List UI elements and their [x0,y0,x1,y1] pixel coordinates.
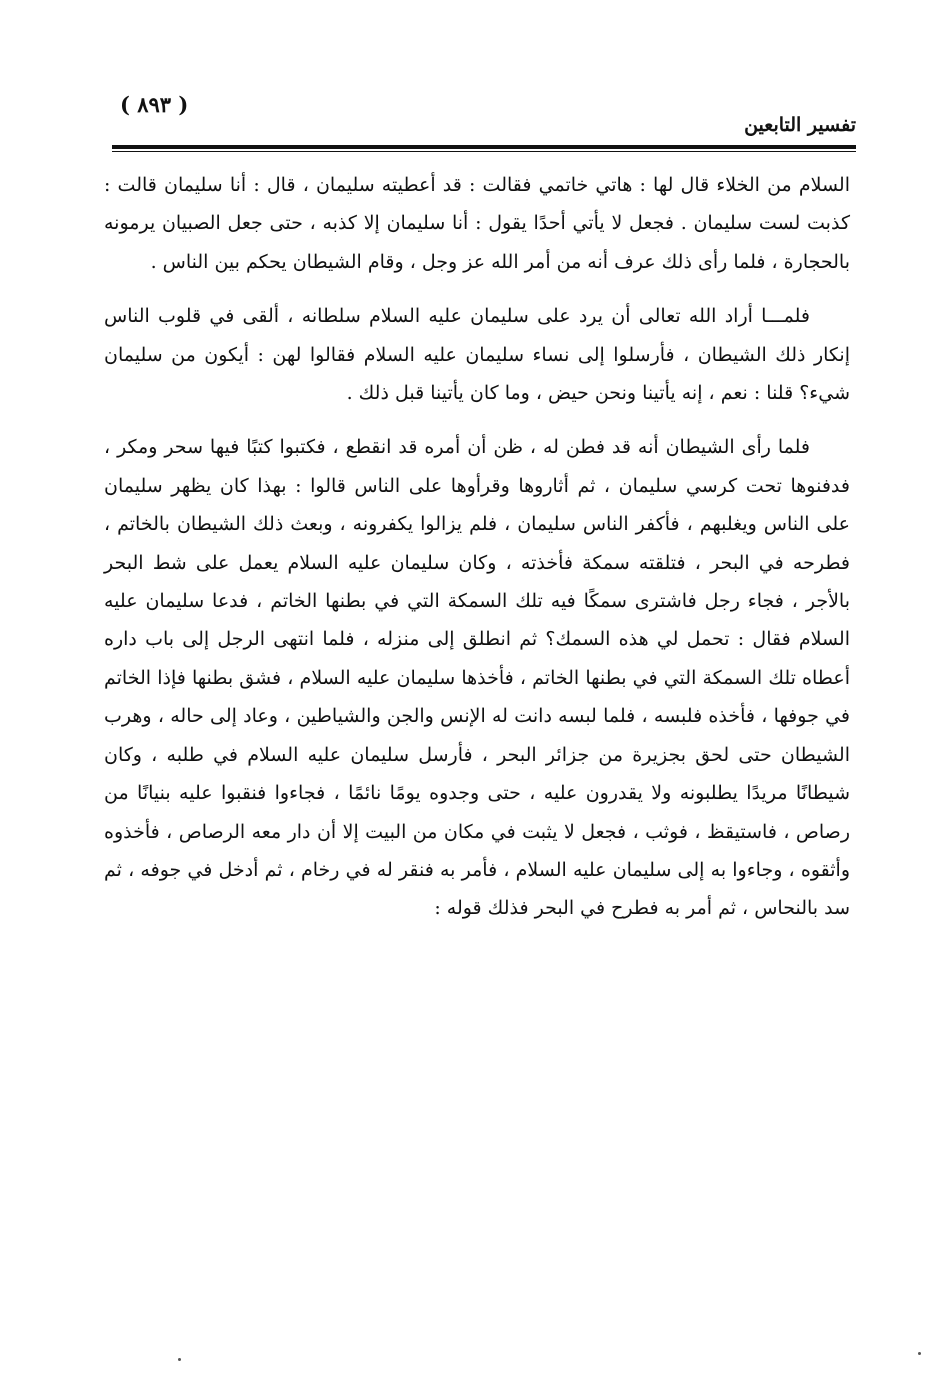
scan-speck [178,1358,181,1361]
paragraph-3: فلما رأى الشيطان أنه قد فطن له ، ظن أن أمره قد انقطع ، فكتبوا كتبًا فيها سحر ومكر ، فدفنوها تحت كرسي سليمان ، ثم أثاروها وقرأوها على الناس قالوا : بهذا كان يظهر سليمان على الناس ويغلبهم ، فأكفر الناس سليمان ، فلم يزالوا يكفرونه ، وبعث ذلك الشيطان بالخاتم ، فطرحه في البحر ، فتلقته سمكة فأخذته ، وكان سليمان عليه السلام يعمل على شط البحر بالأجر ، فجاء رجل فاشترى سمكًا فيه تلك السمكة التي في بطنها الخاتم ، فدعا سليمان عليه السلام فقال : تحمل لي هذه السمك؟ ثم انطلق إلى منزله ، فلما انتهى الرجل إلى باب داره أعطاه تلك السمكة التي في بطنها الخاتم ، فأخذها سليمان عليه السلام ، فشق بطنها فإذا الخاتم في جوفها ، فأخذه فلبسه ، فلما لبسه دانت له الإنس والجن والشياطين ، وعاد إلى حاله ، وهرب الشيطان حتى لحق بجزيرة من جزائر البحر ، فأرسل سليمان عليه السلام في طلبه ، وكان شيطانًا مريدًا يطلبونه ولا يقدرون عليه ، حتى وجدوه يومًا نائمًا ، فجاءوا فنقبوا عليه بنيانًا من رصاص ، فاستيقظ ، فوثب ، فجعل لا يثبت في مكان من البيت إلا أن دار معه الرصاص ، فأخذوه وأثقوه ، وجاءوا به إلى سليمان عليه السلام ، فأمر به فنقر له في رخام ، ثم أدخل في جوفه ، ثم سد بالنحاس ، ثم أمر به فطرح في البحر فذلك قوله : [104,436,850,920]
paragraph-2: فلمـــا أراد الله تعالى أن يرد على سليمان عليه السلام سلطانه ، ألقى في قلوب الناس إنكار ذلك الشيطان ، فأرسلوا إلى نساء سليمان عليه السلام فقالوا لهن : أيكون من سليمان شيء؟ قلنا : نعم ، إنه يأتينا ونحن حيض ، وما كان يأتينا قبل ذلك . [104,305,850,405]
running-title: تفسير التابعين [744,114,856,136]
page-number: ( ٨٩٣ ) [120,92,189,117]
scan-speck [918,1352,921,1355]
page-header [112,90,856,142]
header-rule-thick [112,145,856,149]
paragraph-1: السلام من الخلاء قال لها : هاتي خاتمي فقالت : قد أعطيته سليمان ، قال : أنا سليمان قالت : كذبت لست سليمان . فجعل لا يأتي أحدًا يقول : أنا سليمان إلا كذبه ، حتى جعل الصبيان يرمونه بالحجارة ، فلما رأى ذلك عرف أنه من أمر الله عز وجل ، وقام الشيطان يحكم بين الناس . [104,174,851,273]
body-text [104,166,850,928]
header-rule-thin [112,151,856,152]
